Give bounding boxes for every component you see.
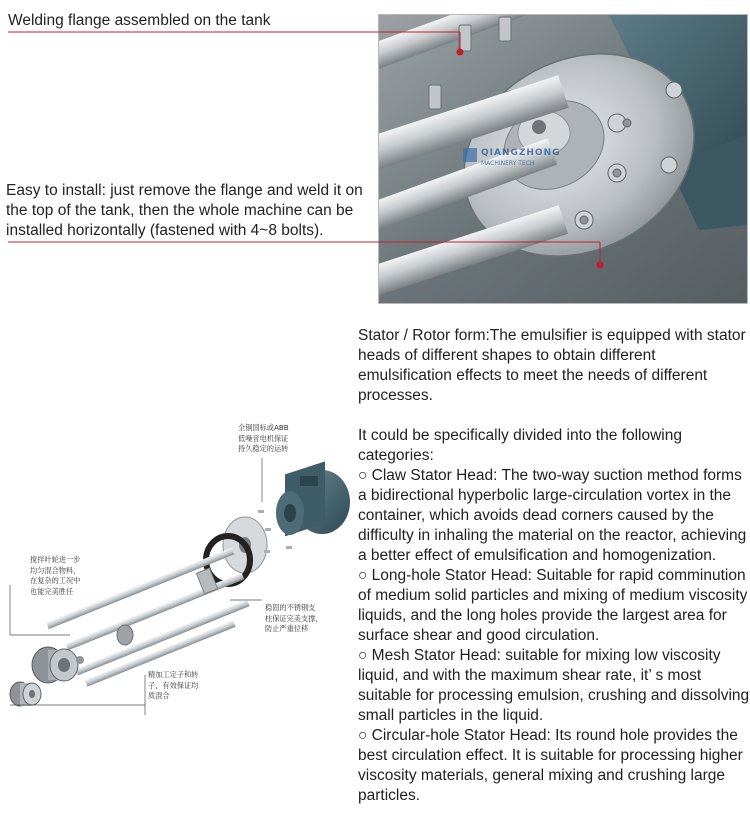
stator-head-part [32,647,78,683]
note-motor: 全铜国标或ABB 低噪音电机保证 持久稳定的运转 [238,423,289,453]
note-stator: 精加工定子和转 子，有效保证均 质混合 [148,670,199,700]
leader-dot-flange [457,49,464,56]
note-mixing: 搅拌叶轮进一步 均匀混合物料， 在复杂的工况中 也能完美胜任 [30,555,81,596]
flange-caption: Welding flange assembled on the tank [8,12,271,29]
install-caption: Easy to install: just remove the flange and weld it on the top of the tank, then the whole machine can be installed horizontally (fastened with 4~8 bolts). [6,182,363,239]
rotor-part [10,682,41,706]
exploded-diagram [0,410,356,740]
leader-dot-install [597,262,604,269]
mesh-stator-item: ○ Mesh Stator Head: suitable for mixing low viscosity liquid, and with the maximum shear rate, it’ s most suitable for processing emulsion, crushing and dissolving small particles in the liquid. [358,647,750,724]
lead-paragraph: It could be specifically divided into the following categories: [358,427,682,464]
watermark-sub: MACHINERY TECH [481,160,535,167]
circular-hole-stator-item: ○ Circular-hole Stator Head: Its round hole provides the best circulation effect. It is suitable for processing higher viscosity materials, general mixing and crushing large particles. [358,727,743,804]
description-text [358,326,750,806]
leader-lines-top [0,0,750,300]
claw-stator-item: ○ Claw Stator Head: The two-way suction method forms a bidirectional hyperbolic large-circulation vortex in the container, which avoids dead corners caused by the difficulty in inhaling the material on the reactor, achieving a better effect of emulsification and homogenization. [358,467,747,564]
motor-part [276,461,350,536]
intro-paragraph: Stator / Rotor form:The emulsifier is equipped with stator heads of different shapes to obtain different emulsification effects to meet the needs of different processes. [358,327,746,404]
long-hole-stator-item: ○ Long-hole Stator Head: Suitable for rapid comminution of medium solid particles and mixing of medium viscosity liquids, and the long holes provide the largest area for surface shear and good circulation. [358,567,748,644]
watermark-brand: QIANGZHONG [481,148,561,158]
note-support: 稳固的不锈钢支 柱保证完美支撑， 防止严重位移 [265,603,323,633]
